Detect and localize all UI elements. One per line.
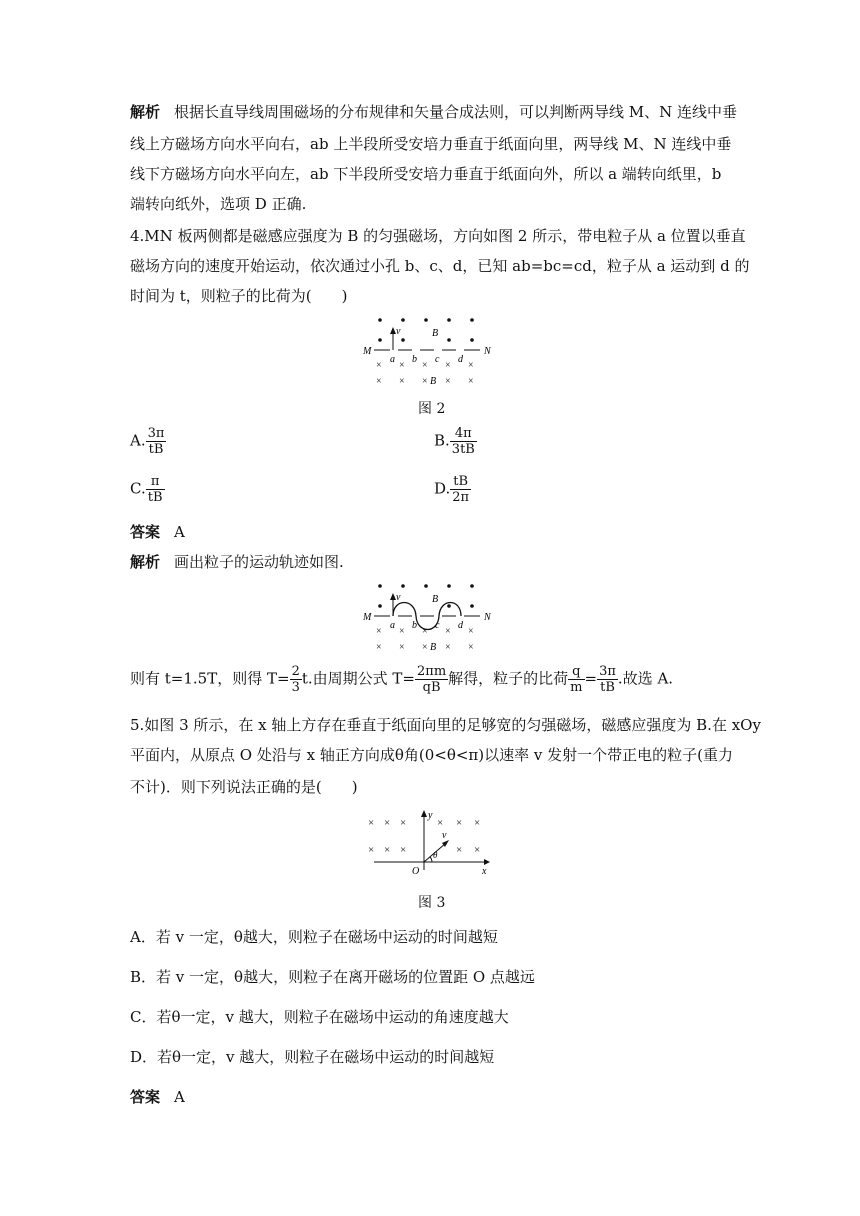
traj-b-label: b [412, 620, 417, 631]
question-5-line-1: 5.如图 3 所示，在 x 轴上方存在垂直于纸面向里的足够宽的匀强磁场，磁感应强度为 B.在 xOy [130, 716, 761, 734]
svg-text:×: × [368, 844, 375, 856]
svg-text:×: × [422, 626, 428, 637]
traj-b-label-bottom: B [430, 642, 437, 653]
question-4-solution: 解析 画出粒子的运动轨迹如图. [130, 553, 344, 571]
svg-text:×: × [456, 844, 463, 856]
svg-text:×: × [384, 817, 391, 829]
traj-d-label: d [458, 620, 463, 631]
svg-text:×: × [456, 817, 463, 829]
solution-line-2: 线上方磁场方向水平向右，ab 上半段所受安培力垂直于纸面向里，两导线 M、N 连线中垂 [130, 135, 732, 153]
svg-text:×: × [422, 376, 428, 387]
svg-text:×: × [399, 642, 405, 653]
svg-text:×: × [376, 642, 382, 653]
fig2-c-label: c [435, 354, 440, 365]
figure-3-diagram [364, 808, 494, 878]
svg-text:×: × [445, 642, 451, 653]
fig2-n-label: N [484, 346, 491, 357]
svg-text:×: × [384, 844, 391, 856]
traj-n-label: N [484, 612, 491, 623]
fig2-a-label: a [390, 354, 395, 365]
svg-text:×: × [437, 817, 444, 829]
fig3-origin-label: O [412, 866, 420, 877]
svg-text:×: × [399, 376, 405, 387]
fig3-theta-label: θ [433, 850, 438, 860]
svg-text:×: × [376, 626, 382, 637]
option-b: B. $\frac{4\pi}{3tB}$ [434, 426, 475, 457]
svg-text:×: × [400, 844, 407, 856]
solution-line-3: 线下方磁场方向水平向左，ab 下半段所受安培力垂直于纸面向外，所以 a 端转向纸里，b [130, 165, 722, 183]
question-4-line-2: 磁场方向的速度开始运动，依次通过小孔 b、c、d，已知 ab=bc=cd，粒子从 a 运动到 d 的 [130, 257, 750, 275]
option-d: D. $\frac{tB}{2\pi}$ [434, 474, 470, 505]
question-5-answer: 答案 A [130, 1088, 185, 1106]
solution-line-4: 端转向纸外，选项 D 正确. [130, 195, 307, 213]
fig2-d-label: d [458, 354, 463, 365]
question-5-option-d: D．若θ一定，v 越大，则粒子在磁场中运动的时间越短 [130, 1048, 495, 1066]
svg-text:×: × [474, 844, 481, 856]
figure-2-caption: 图 2 [418, 401, 446, 417]
svg-text:×: × [468, 376, 474, 387]
traj-m-label: M [363, 612, 372, 623]
question-4-answer: 答案 A [130, 523, 185, 541]
svg-text:×: × [474, 817, 481, 829]
question-5-line-3: 不计)．则下列说法正确的是( ) [130, 778, 358, 796]
svg-text:×: × [376, 360, 382, 371]
fig2-b-label-bottom: B [430, 376, 437, 387]
svg-text:×: × [422, 642, 428, 653]
svg-text:×: × [445, 376, 451, 387]
fig2-m-label: M [363, 346, 372, 357]
fig2-b-label-top: B [432, 328, 439, 339]
fig3-y-label: y [428, 810, 433, 821]
question-4-equation: 则有 t=1.5T，则得 T= $\frac{2}{3}$ t.由周期公式 T= $\frac{2\pi m}{qB}$ 解得，粒子的比荷 $\frac{q}{m}$ = $\frac{3\pi}{tB}$ .故选 A. [130, 664, 674, 695]
traj-a-label: a [390, 620, 395, 631]
svg-text:×: × [445, 626, 451, 637]
question-5-option-a: A．若 v 一定，θ越大，则粒子在磁场中运动的时间越短 [130, 928, 498, 946]
question-5-line-2: 平面内，从原点 O 处沿与 x 轴正方向成θ角(0<θ<π)以速率 v 发射一个带正电的粒子(重力 [130, 746, 733, 764]
traj-c-label: c [435, 620, 440, 631]
svg-text:×: × [445, 360, 451, 371]
svg-text:×: × [422, 360, 428, 371]
fig2-b-label: b [412, 354, 417, 365]
figure-2-diagram [360, 312, 500, 390]
fig3-v-label: v [442, 830, 447, 841]
traj-b-label-top: B [432, 594, 439, 605]
option-c: C. $\frac{\pi}{tB}$ [130, 474, 163, 505]
option-a: A. $\frac{3\pi}{tB}$ [130, 426, 165, 457]
solution-label: 解析 [130, 103, 161, 121]
svg-text:×: × [399, 360, 405, 371]
figure-3-caption: 图 3 [418, 895, 446, 911]
svg-text:×: × [399, 626, 405, 637]
svg-text:×: × [468, 360, 474, 371]
fig3-x-label: x [482, 866, 487, 877]
svg-text:×: × [468, 626, 474, 637]
fig2-v-label: v [396, 326, 401, 337]
trajectory-diagram [360, 578, 500, 656]
svg-text:×: × [376, 376, 382, 387]
question-4-line-1: 4.MN 板两侧都是磁感应强度为 B 的匀强磁场，方向如图 2 所示，带电粒子从 a 位置以垂直 [130, 227, 746, 245]
solution-line-1: 解析 根据长直导线周围磁场的分布规律和矢量合成法则，可以判断两导线 M、N 连线中垂 [130, 103, 738, 121]
question-5-option-b: B．若 v 一定，θ越大，则粒子在离开磁场的位置距 O 点越远 [130, 968, 535, 986]
traj-v-label: v [396, 592, 401, 603]
svg-text:×: × [400, 817, 407, 829]
svg-text:×: × [368, 817, 375, 829]
question-5-option-c: C．若θ一定，v 越大，则粒子在磁场中运动的角速度越大 [130, 1008, 509, 1026]
question-4-line-3: 时间为 t，则粒子的比荷为( ) [130, 287, 348, 305]
svg-text:×: × [468, 642, 474, 653]
